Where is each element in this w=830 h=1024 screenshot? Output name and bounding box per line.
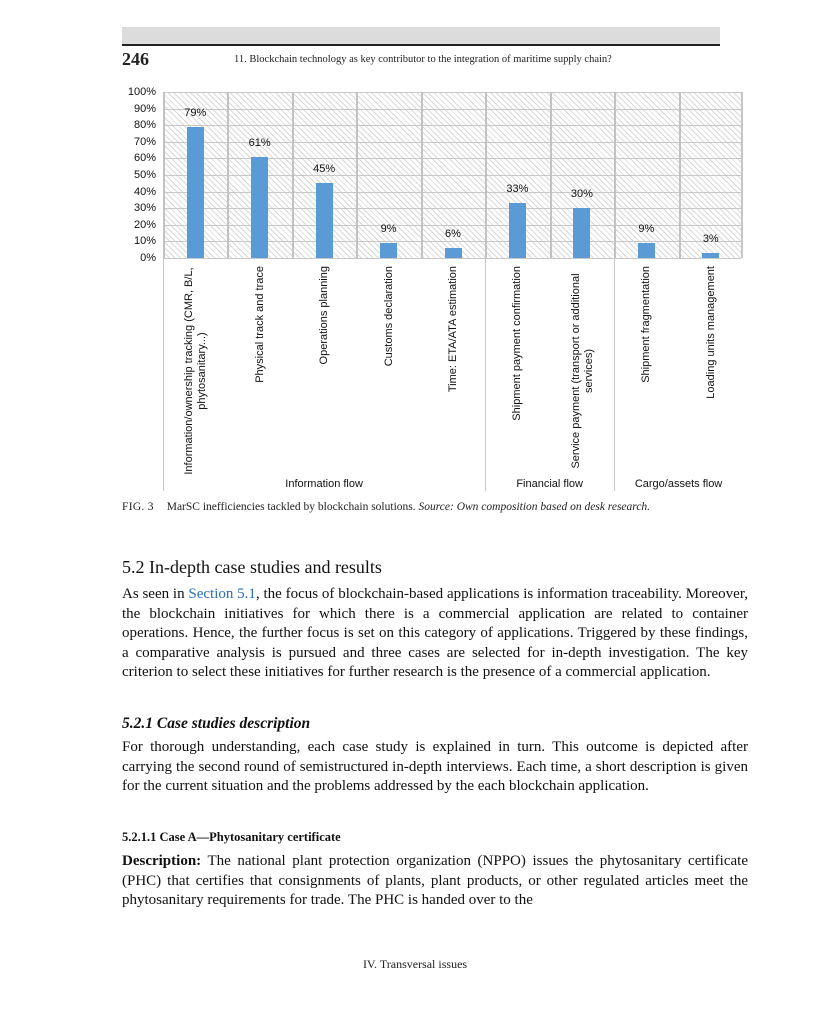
page-footer: IV. Transversal issues [362, 957, 468, 971]
figure-caption-text: MarSC inefficiencies tackled by blockchain solutions. [166, 501, 416, 513]
group-separator [163, 258, 164, 491]
column-separator [679, 92, 681, 258]
gridline [163, 109, 741, 110]
bar [187, 127, 204, 258]
column-separator [550, 92, 552, 258]
bar [573, 208, 590, 258]
column-separator [485, 92, 487, 258]
figure-source: Source: Own composition based on desk research. [418, 501, 651, 513]
y-tick-label: 100% [127, 86, 156, 98]
subsection-heading: 5.2.1 Case studies description [122, 715, 311, 732]
y-tick-label: 10% [133, 235, 156, 248]
paragraph-2: For thorough understanding, each case study is explained in turn. This outcome is depicted after carrying the second round of semistructured in-depth interviews. Each time, a short description is given for the current situation and the problems addressed by the each blockchain application. [122, 739, 748, 795]
column-separator [421, 92, 423, 258]
running-head: 11. Blockchain technology as key contributor to the integration of maritime supply chain? [234, 54, 612, 65]
bar [316, 183, 333, 258]
bar [445, 248, 462, 258]
column-separator [163, 92, 165, 258]
y-tick-label: 80% [133, 119, 156, 132]
category-label: Loading units management [704, 266, 717, 399]
bar-value-label: 6% [445, 228, 461, 241]
section-heading: 5.2 In-depth case studies and results [122, 557, 382, 577]
bar [509, 203, 526, 258]
category-label: Customs declaration [382, 266, 395, 367]
y-tick-label: 40% [133, 185, 156, 198]
page-number: 246 [122, 49, 149, 69]
category-label: Operations planning [318, 266, 331, 365]
subsubsection-heading: 5.2.1.1 Case A—Phytosanitary certificate [122, 830, 341, 844]
plot-area [163, 92, 743, 258]
y-tick-label: 20% [133, 218, 156, 231]
bar-value-label: 79% [184, 106, 207, 119]
figure-label: FIG. 3 [122, 501, 154, 513]
y-tick-label: 60% [133, 152, 156, 165]
column-separator [292, 92, 294, 258]
bar-value-label: 61% [248, 136, 271, 149]
gridline [163, 158, 741, 159]
group-label: Financial flow [516, 478, 583, 490]
bar [251, 157, 268, 258]
column-separator [614, 92, 616, 258]
gridline [163, 175, 741, 176]
paragraph-3 [122, 852, 748, 911]
y-tick-label: 0% [140, 252, 156, 264]
gridline [163, 125, 741, 126]
column-separator [356, 92, 358, 258]
category-label: Shipment fragmentation [640, 266, 653, 383]
description-label: Description: [122, 853, 202, 869]
para1-text-post: , the focus of blockchain-based applications is information traceability. Moreover, the blockchain initiatives for which there is a commercial application are related to container operations. Hence, the further focus is set on this category of applications. Triggered by these findings, a comparative analysis is pursued and three cases are selected for in-depth investigation. The key criterion to select these initiatives for further research is the presence of a commercial application. [122, 586, 748, 681]
bar-value-label: 45% [313, 163, 336, 176]
paragraph-1 [122, 585, 748, 683]
y-tick-label: 70% [133, 135, 156, 148]
bar [380, 243, 397, 258]
y-tick-label: 90% [133, 102, 156, 115]
bar-value-label: 30% [570, 188, 593, 201]
category-label: Service payment (transport or additional services) [569, 273, 595, 469]
para1-text-pre: As seen in [122, 586, 189, 602]
category-label: Physical track and trace [253, 266, 266, 383]
gridline [163, 208, 741, 209]
category-axis [163, 258, 743, 493]
bar [638, 243, 655, 258]
column-separator [227, 92, 229, 258]
section-link[interactable]: Section 5.1 [188, 586, 256, 602]
category-label: Information/ownership tracking (CMR, B/L, phytosanitary...) [183, 267, 209, 475]
para3-text: The national plant protection organization (NPPO) issues the phytosanitary certificate (PHC) that certifies that consignments of plants, plant products, or other regulated articles meet the phytosanitary requirements for trade. The PHC is handed over to the [122, 853, 748, 909]
group-separator [485, 258, 486, 491]
group-label: Information flow [285, 478, 363, 490]
gridline [163, 92, 741, 93]
y-tick-label: 30% [133, 202, 156, 215]
category-label: Shipment payment confirmation [511, 266, 524, 421]
bar-value-label: 9% [638, 223, 655, 236]
group-separator [614, 258, 615, 491]
bar-value-label: 33% [506, 183, 529, 196]
group-label: Cargo/assets flow [634, 478, 723, 490]
gridline [163, 192, 741, 193]
category-label: Time: ETA/ATA estimation [447, 266, 459, 393]
figure-caption [122, 501, 650, 513]
bar-value-label: 9% [380, 223, 397, 236]
y-tick-label: 50% [133, 169, 156, 181]
bar-value-label: 3% [702, 233, 719, 246]
bar-chart [0, 0, 830, 500]
